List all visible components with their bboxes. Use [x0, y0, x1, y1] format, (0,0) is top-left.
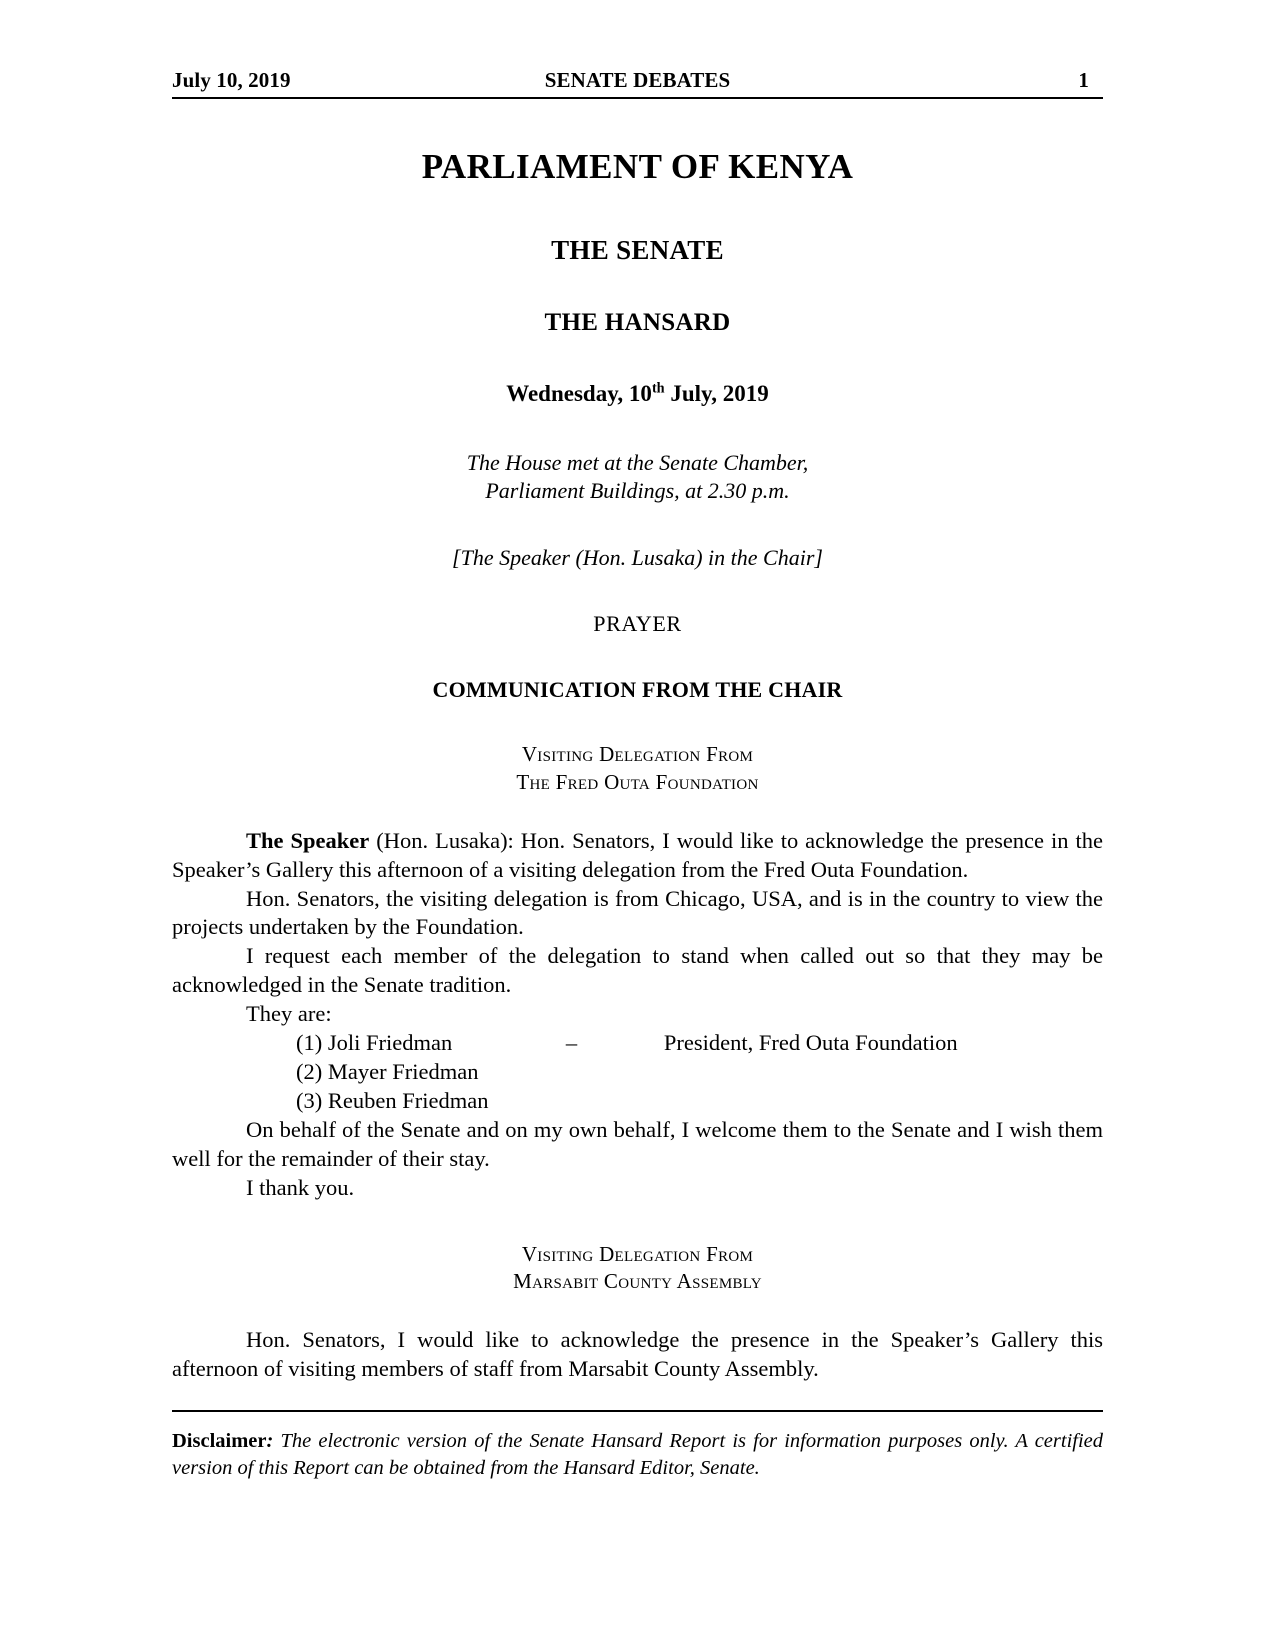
paragraph-3: I request each member of the delegation to stand when called out so that they may be acknowledged in the Senate tradition. — [172, 943, 1103, 998]
disclaimer — [172, 1428, 1103, 1482]
delegate-number: (1) — [296, 1030, 323, 1056]
speaker-paragraph — [172, 827, 1103, 885]
meeting-note-line-1: The House met at the Senate Chamber, — [466, 450, 809, 475]
parliament-title: PARLIAMENT OF KENYA — [421, 147, 854, 186]
paragraph-2: Hon. Senators, the visiting delegation is from Chicago, USA, and is in the country to view the projects undertaken by the Foundation. — [172, 885, 1103, 940]
house-title: THE SENATE — [551, 235, 724, 265]
page-header — [172, 68, 1103, 99]
delegate-name: Mayer Friedman — [327, 1059, 479, 1084]
paragraph-7: Hon. Senators, I would like to acknowledge the presence in the Speaker’s Gallery this afternoon of visiting members of staff from Marsabit County Assembly. — [172, 1326, 1103, 1381]
meeting-note — [172, 449, 1103, 505]
disclaimer-label: Disclaimer — [172, 1429, 267, 1452]
sitting-date — [172, 381, 1103, 407]
delegate-role: President, Fred Outa Foundation — [663, 1030, 958, 1056]
chair-note: [The Speaker (Hon. Lusaka) in the Chair] — [452, 545, 823, 571]
list-item — [172, 1058, 1103, 1087]
disclaimer-colon: : — [266, 1429, 274, 1452]
subheading-2-line-2: Marsabit County Assembly — [513, 1269, 762, 1294]
title-block — [172, 147, 1103, 637]
footer-divider — [172, 1410, 1103, 1412]
list-item — [172, 1087, 1103, 1116]
meeting-note-line-2: Parliament Buildings, at 2.30 p.m. — [485, 478, 790, 504]
delegation-list — [172, 1029, 1103, 1116]
delegate-name: Joli Friedman — [327, 1030, 453, 1056]
subheading-2-line-1: Visiting Delegation From — [521, 1241, 754, 1266]
sitting-date-ordinal: th — [651, 380, 665, 397]
subheading-marsabit-county-assembly — [172, 1241, 1103, 1296]
sitting-date-rest: July, 2019 — [664, 381, 769, 406]
speaker-label: The Speaker — [246, 827, 370, 853]
header-page-number: 1 — [1078, 68, 1089, 92]
delegate-dash — [566, 1087, 664, 1116]
record-title: THE HANSARD — [544, 309, 731, 336]
header-title: SENATE DEBATES — [544, 68, 731, 92]
page-footer — [172, 1410, 1103, 1482]
list-item — [172, 1029, 1103, 1058]
subheading-fred-outa-foundation — [172, 741, 1103, 796]
delegate-name: Reuben Friedman — [327, 1087, 489, 1113]
sitting-date-day: Wednesday, 10 — [506, 381, 652, 406]
communication-body-2 — [172, 1326, 1103, 1384]
delegate-dash — [566, 1058, 664, 1087]
delegate-number: (2) — [296, 1059, 323, 1084]
paragraph-4: They are: — [246, 1001, 332, 1027]
communication-heading: COMMUNICATION FROM THE CHAIR — [432, 677, 843, 703]
disclaimer-text: The electronic version of the Senate Hansard Report is for information purposes only. A certified version of this Report can be obtained from the Hansard Editor, Senate. — [172, 1429, 1103, 1479]
delegate-number: (3) — [296, 1087, 323, 1113]
paragraph-5: On behalf of the Senate and on my own behalf, I welcome them to the Senate and I wish them well for the remainder of their stay. — [172, 1116, 1103, 1171]
header-date: July 10, 2019 — [172, 68, 291, 92]
prayer-heading: PRAYER — [593, 611, 682, 637]
subheading-1-line-1: Visiting Delegation From — [521, 742, 754, 767]
speaker-attribution: (Hon. Lusaka): Hon. Senators, I would like to acknowledge the presence in the Speaker’s Gallery this afternoon of a visiting delegation from the Fred Outa Foundation. — [172, 827, 1103, 882]
subheading-1-line-2: The Fred Outa Foundation — [516, 770, 759, 795]
paragraph-6: I thank you. — [246, 1174, 355, 1200]
delegate-dash: – — [565, 1030, 578, 1056]
communication-body — [172, 827, 1103, 1203]
